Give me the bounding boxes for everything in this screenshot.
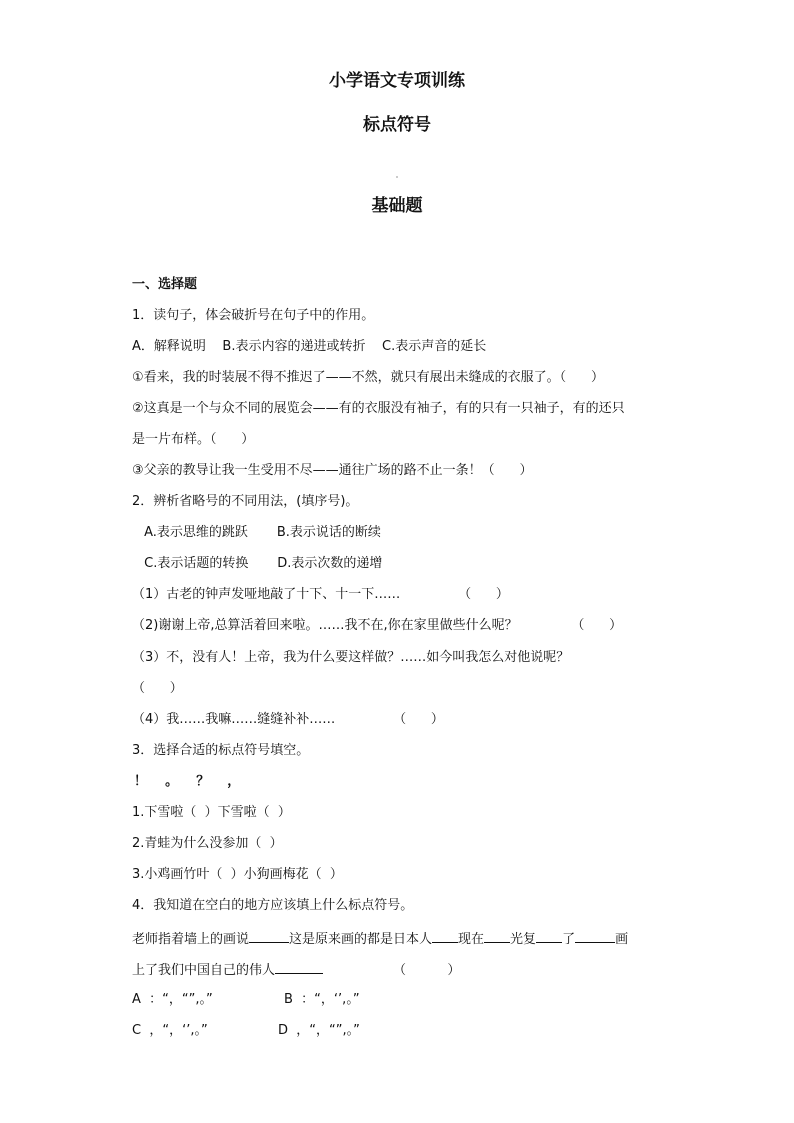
answer-bracket: （ ）	[393, 963, 461, 978]
option-b: B ：“，‘’,。”	[284, 992, 360, 1007]
part-heading: 一、选择题	[132, 277, 198, 292]
section-title: 基础题	[371, 196, 423, 216]
option-a: A ：“，“”,。”	[132, 992, 213, 1007]
question-3-item-2: 2.青蛙为什么没参加（ ）	[132, 836, 283, 851]
question-1-item-1: ①看来，我的时装展不得不推迟了——不然，就只有展出未缝成的衣服了。（ ）	[132, 370, 604, 385]
answer-blank	[275, 961, 323, 974]
question-2-item-4: （4）我……我嘛……缝缝补补…… （ ）	[132, 712, 444, 727]
question-2-options-ab: A.表示思维的跳跃 B.表示说话的断续	[140, 525, 381, 540]
text-segment: 画	[615, 932, 629, 947]
question-1-item-3: ③父亲的教导让我一生受用不尽——通往广场的路不止一条！（ ）	[132, 463, 533, 478]
question-2-item-3: （3）不，没有人！上帝，我为什么要这样做？……如今叫我怎么对他说呢？	[132, 650, 570, 665]
answer-blank	[536, 930, 562, 943]
question-2-item-2: （2)谢谢上帝,总算活着回来啦。……我不在,你在家里做些什么呢？ （ ）	[132, 618, 623, 633]
question-1-item-2-cont: 是一片布样。（ ）	[132, 432, 255, 447]
question-4-stem: 4．我知道在空白的地方应该填上什么标点符号。	[132, 898, 414, 913]
question-4-text-line-1	[132, 930, 628, 948]
question-2-item-1: （1）古老的钟声发哑地敲了十下、十一下…… （ ）	[132, 587, 509, 602]
text-segment: 这是原来画的都是日本人	[289, 932, 433, 947]
option-d: D ，“，“”,。”	[278, 1023, 360, 1038]
answer-blank	[575, 930, 615, 943]
question-3-symbols: ！ 。 ？ ，	[134, 774, 241, 789]
document-title: 小学语文专项训练	[329, 71, 465, 91]
document-subtitle: 标点符号	[363, 115, 431, 135]
answer-blank	[249, 930, 289, 943]
text-segment: 现在	[458, 932, 485, 947]
option-c: C ，“，‘’,。”	[132, 1023, 208, 1038]
text-segment: 光复	[510, 932, 537, 947]
text-segment: 了	[562, 932, 576, 947]
question-2-options-cd: C.表示话题的转换 D.表示次数的递增	[140, 556, 383, 571]
question-1-item-2: ②这真是一个与众不同的展览会——有的衣服没有袖子，有的只有一只袖子，有的还只	[132, 401, 625, 416]
question-4-text-line-2	[132, 961, 460, 979]
question-2-item-3-cont: （ ）	[132, 681, 183, 696]
question-1-options: A．解释说明 B.表示内容的递进或转折 C.表示声音的延长	[132, 339, 487, 354]
text-segment: 老师指着墙上的画说	[132, 932, 250, 947]
answer-blank	[432, 930, 458, 943]
question-3-item-3: 3.小鸡画竹叶（ ）小狗画梅花（ ）	[132, 867, 343, 882]
question-1-stem: 1．读句子，体会破折号在句子中的作用。	[132, 308, 375, 323]
question-4-option-row-1	[132, 992, 360, 1008]
question-4-option-row-2	[132, 1023, 360, 1039]
question-3-item-1: 1.下雪啦（ ）下雪啦（ ）	[132, 805, 291, 820]
answer-blank	[484, 930, 510, 943]
decorative-dot	[396, 176, 398, 178]
question-2-stem: 2．辨析省略号的不同用法，(填序号)。	[132, 494, 359, 509]
question-3-stem: 3．选择合适的标点符号填空。	[132, 743, 310, 758]
text-segment: 上了我们中国自己的伟人	[132, 963, 276, 978]
